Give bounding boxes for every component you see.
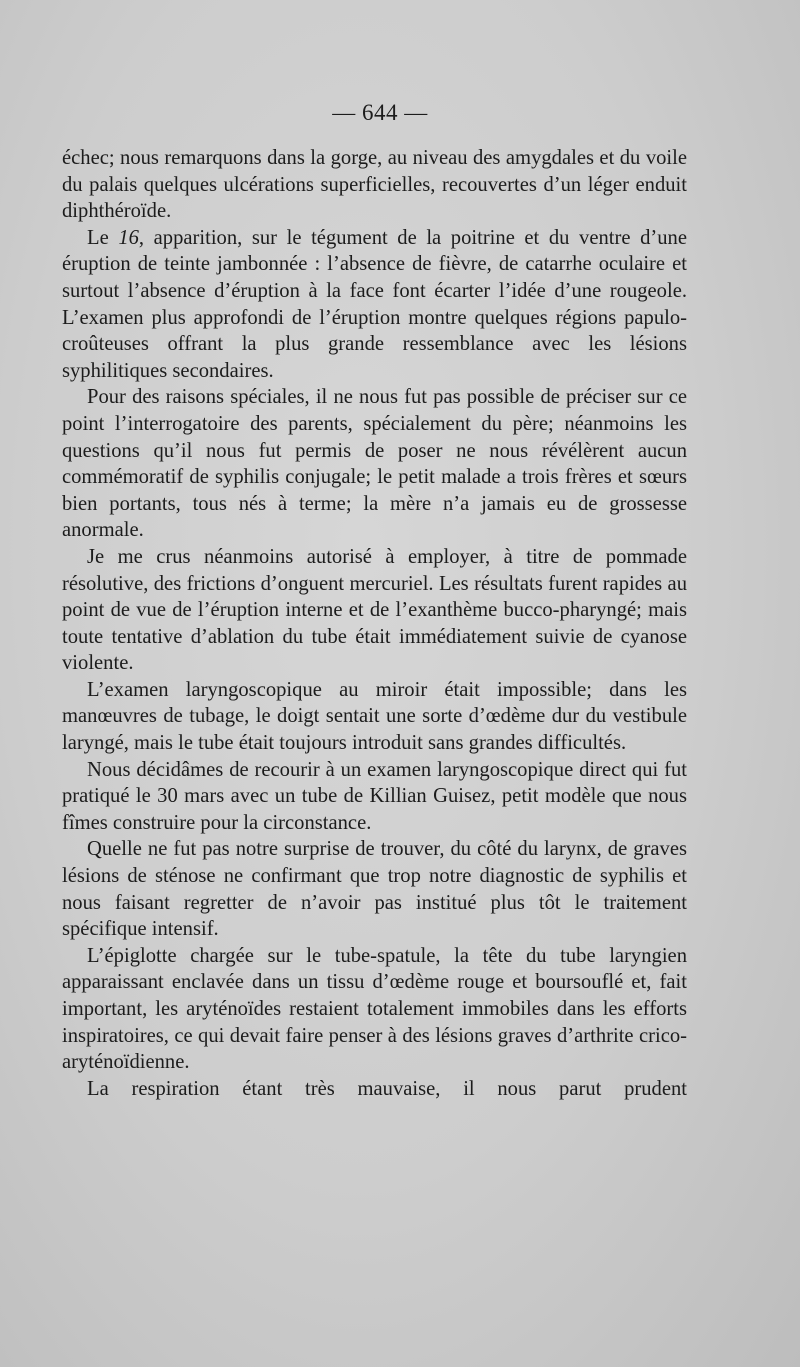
paragraph-text: Nous décidâmes de recourir à un examen laryngoscopique direct qui fut pratiqué le 30 mars avec un tube de Killian Guisez, petit modèle que nous fîmes construire pour la circonstance.: [62, 758, 687, 834]
paragraph-6: [62, 757, 687, 837]
paragraph-8: [62, 943, 687, 1076]
paragraph-text: L’épiglotte chargée sur le tube-spatule, la tête du tube laryngien apparaissant enclavée dans un tissu d’œdème rouge et boursouflé et, fait important, les aryténoïdes restaient totalement immobiles dans les efforts inspiratoires, ce qui devait faire penser à des lésions graves d’arthrite crico-aryténoïdienne.: [62, 944, 687, 1074]
paragraph-7: [62, 836, 687, 942]
paragraph-text: échec; nous remarquons dans la gorge, au niveau des amygdales et du voile du palais quelques ulcérations superficielles, recouvertes d’un léger enduit diphthéroïde.: [62, 147, 687, 223]
paragraph-4: [62, 544, 687, 677]
paragraph-1: [62, 145, 687, 225]
paragraph-3: [62, 384, 687, 544]
paragraph-text: Pour des raisons spéciales, il ne nous fut pas possible de préciser sur ce point l’interrogatoire des parents, spécialement du père; néanmoins les questions qu’il nous fut permis de poser ne nous révélèrent aucun commémoratif de syphilis conjugale; le petit malade a trois frères et sœurs bien portants, tous nés à terme; la mère n’a jamais eu de grossesse anormale.: [62, 386, 687, 542]
paragraph-text: Le: [87, 226, 119, 249]
paragraph-text: Je me crus néanmoins autorisé à employer, à titre de pommade résolutive, des frictions d’onguent mercuriel. Les résultats furent rapides au point de vue de l’éruption interne et de l’exanthème bucco-pharyngé; mais toute tentative d’ablation du tube était immédiatement suivie de cyanose violente.: [62, 545, 687, 675]
paragraph-text: , apparition, sur le tégument de la poitrine et du ventre d’une éruption de teinte jambonnée : l’absence de fièvre, de catarrhe oculaire et surtout l’absence d’éruption à la face font écarter l’idée d’une rougeole. L’examen plus approfondi de l’éruption montre quelques régions papulo-croûteuses offrant la plus grande ressemblance avec les lésions syphilitiques secondaires.: [62, 226, 687, 382]
body-text: [62, 145, 687, 1102]
paragraph-text: La respiration étant très mauvaise, il nous parut prudent: [87, 1077, 687, 1100]
page-number: — 644 —: [332, 100, 428, 125]
paragraph-5: [62, 677, 687, 757]
date-day: 16: [118, 226, 139, 249]
paragraph-2: [62, 225, 687, 385]
paragraph-9: [62, 1076, 687, 1103]
paragraph-text: L’examen laryngoscopique au miroir était impossible; dans les manœuvres de tubage, le doigt sentait une sorte d’œdème dur du vestibule laryngé, mais le tube était toujours introduit sans grandes difficultés.: [62, 678, 687, 755]
paragraph-text: Quelle ne fut pas notre surprise de trouver, du côté du larynx, de graves lésions de sténose ne confirmant que trop notre diagnostic de syphilis et nous faisant regretter de n’avoir pas institué plus tôt le traitement spécifique intensif.: [62, 838, 687, 941]
